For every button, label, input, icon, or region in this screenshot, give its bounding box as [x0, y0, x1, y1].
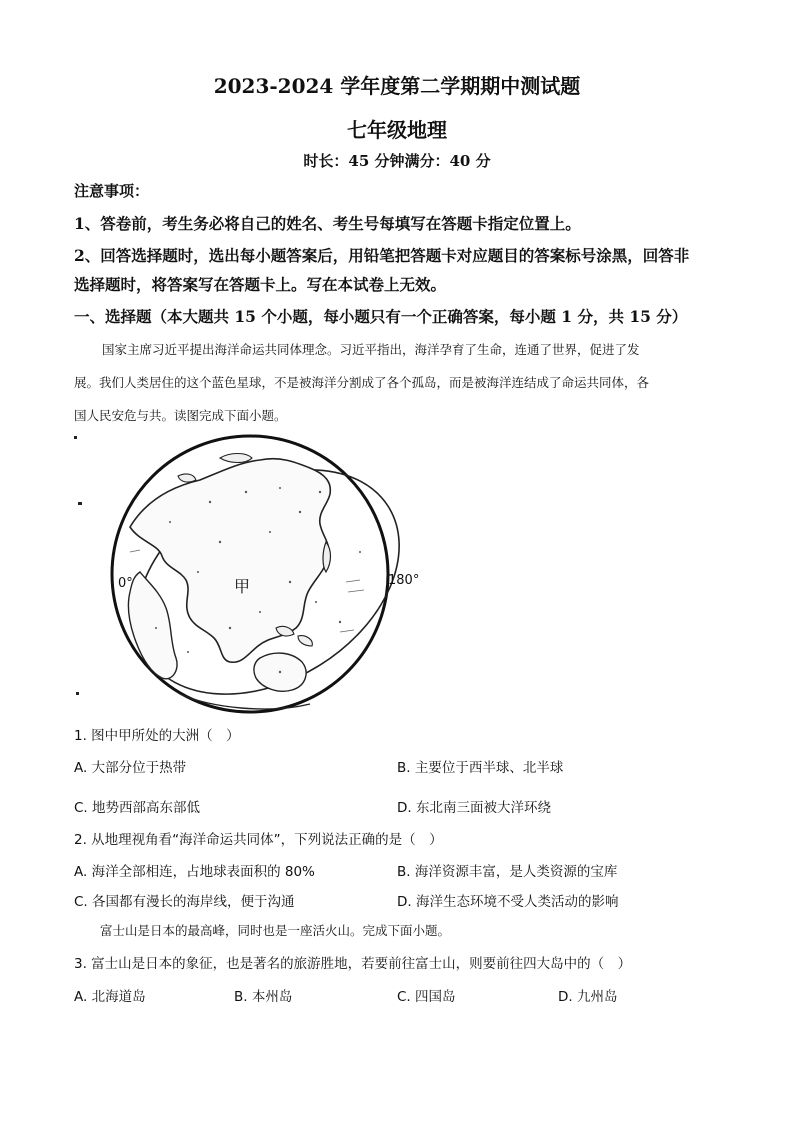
- notice-heading: 注意事项：: [74, 182, 150, 200]
- question-2-option-c[interactable]: C. 各国都有漫长的海岸线，便于沟通: [74, 894, 295, 910]
- map-label-jia: 甲: [234, 577, 251, 596]
- globe-map: [70, 432, 450, 722]
- notice-item-2-line-2: 选择题时，将答案写在答题卡上。写在本试卷上无效。: [74, 275, 447, 294]
- question-3-stem: 3. 富士山是日本的象征，也是著名的旅游胜地，若要前往富士山，则要前往四大岛中的（ ）: [74, 956, 632, 972]
- question-3-option-b[interactable]: B. 本州岛: [234, 989, 293, 1005]
- question-1-option-d[interactable]: D. 东北南三面被大洋环绕: [397, 800, 551, 816]
- question-1-option-b[interactable]: B. 主要位于西半球、北半球: [397, 760, 564, 776]
- question-3-option-d[interactable]: D. 九州岛: [558, 989, 618, 1005]
- map-label-0-degree: 0°: [118, 576, 133, 591]
- exam-subject: 七年级地理: [347, 118, 447, 142]
- question-1-option-a[interactable]: A. 大部分位于热带: [74, 760, 187, 776]
- question-2-option-b[interactable]: B. 海洋资源丰富，是人类资源的宝库: [397, 864, 618, 880]
- passage-1-line-1: 国家主席习近平提出海洋命运共同体理念。习近平指出，海洋孕育了生命，连通了世界，促进了发: [102, 342, 640, 357]
- question-2-option-a[interactable]: A. 海洋全部相连，占地球表面积的 80%: [74, 864, 315, 880]
- map-label-180-degree: 180°: [388, 573, 420, 588]
- question-3-option-a[interactable]: A. 北海道岛: [74, 989, 146, 1005]
- question-1-option-c[interactable]: C. 地势西部高东部低: [74, 800, 201, 816]
- passage-1-line-2: 展。我们人类居住的这个蓝色星球，不是被海洋分割成了各个孤岛，而是被海洋连结成了命运共同体，各: [74, 375, 650, 390]
- question-1-stem: 1. 图中甲所处的大洲（ ）: [74, 728, 240, 744]
- question-3-option-c[interactable]: C. 四国岛: [397, 989, 456, 1005]
- question-2-option-d[interactable]: D. 海洋生态环境不受人类活动的影响: [397, 894, 619, 910]
- left-edge-marks: [74, 436, 82, 695]
- question-2-stem: 2. 从地理视角看“海洋命运共同体”，下列说法正确的是（ ）: [74, 832, 443, 848]
- exam-meta: 时长：45 分钟满分：40 分: [303, 152, 491, 170]
- notice-item-1: 1、答卷前，考生务必将自己的姓名、考生号每填写在答题卡指定位置上。: [74, 214, 581, 233]
- passage-1: [74, 333, 724, 432]
- passage-1-line-3: 国人民安危与共。读图完成下面小题。: [74, 408, 287, 423]
- globe-map-svg: [70, 432, 450, 722]
- section-1-heading: 一、选择题（本大题共 15 个小题，每小题只有一个正确答案，每小题 1 分，共 15 分）: [74, 307, 688, 326]
- notice-item-2-line-1: 2、回答选择题时，选出每小题答案后，用铅笔把答题卡对应题目的答案标号涂黑，回答非: [74, 246, 690, 265]
- exam-title: 2023-2024 学年度第二学期期中测试题: [213, 74, 581, 98]
- passage-2: 富士山是日本的最高峰，同时也是一座活火山。完成下面小题。: [100, 923, 451, 938]
